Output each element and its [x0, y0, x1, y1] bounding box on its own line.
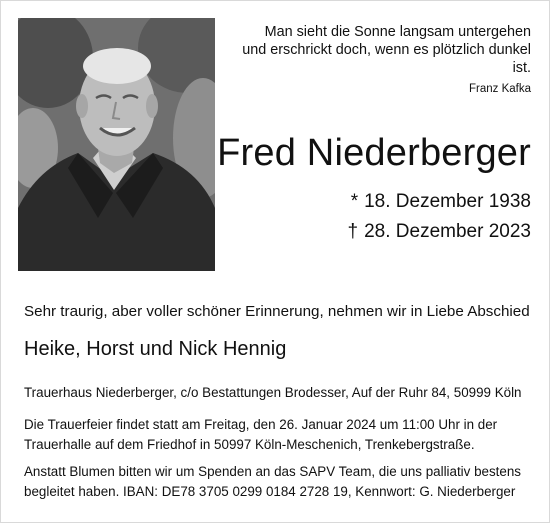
donation-info	[24, 462, 534, 502]
donation-line-2: begleitet haben. IBAN: DE78 3705 0299 0184 2728 19, Kennwort: G. Niederberger	[24, 484, 516, 499]
quote-block	[221, 23, 531, 96]
service-info	[24, 415, 534, 455]
service-line-2: Trauerhalle auf dem Friedhof in 50997 Köln-Meschenich, Trenkebergstraße.	[24, 437, 475, 452]
donation-line-1: Anstatt Blumen bitten wir um Spenden an das SAPV Team, die uns palliativ bestens	[24, 464, 521, 479]
birth-row	[348, 187, 531, 217]
portrait-illustration	[18, 18, 215, 271]
quote-line-2: und erschrickt doch, wenn es plötzlich dunkel ist.	[242, 42, 531, 76]
mourning-address: Trauerhaus Niederberger, c/o Bestattungen Brodesser, Auf der Ruhr 84, 50999 Köln	[24, 385, 522, 400]
death-cross-icon: †	[347, 221, 359, 242]
quote-line-1: Man sieht die Sonne langsam untergehen	[264, 24, 531, 40]
death-row	[348, 217, 531, 247]
birth-star-icon: *	[350, 191, 359, 212]
death-date: 28. Dezember 2023	[364, 221, 531, 242]
intro-text: Sehr traurig, aber voller schöner Erinnerung, nehmen wir in Liebe Abschied	[24, 303, 530, 320]
portrait-photo	[18, 18, 215, 271]
notice-text	[24, 301, 534, 502]
service-line-1: Die Trauerfeier findet statt am Freitag, den 26. Januar 2024 um 11:00 Uhr in der	[24, 417, 498, 432]
dates-block	[348, 187, 531, 247]
family-names: Heike, Horst und Nick Hennig	[24, 338, 287, 360]
deceased-name: Fred Niederberger	[217, 132, 531, 174]
birth-date: 18. Dezember 1938	[364, 191, 531, 212]
quote-author: Franz Kafka	[469, 83, 531, 95]
